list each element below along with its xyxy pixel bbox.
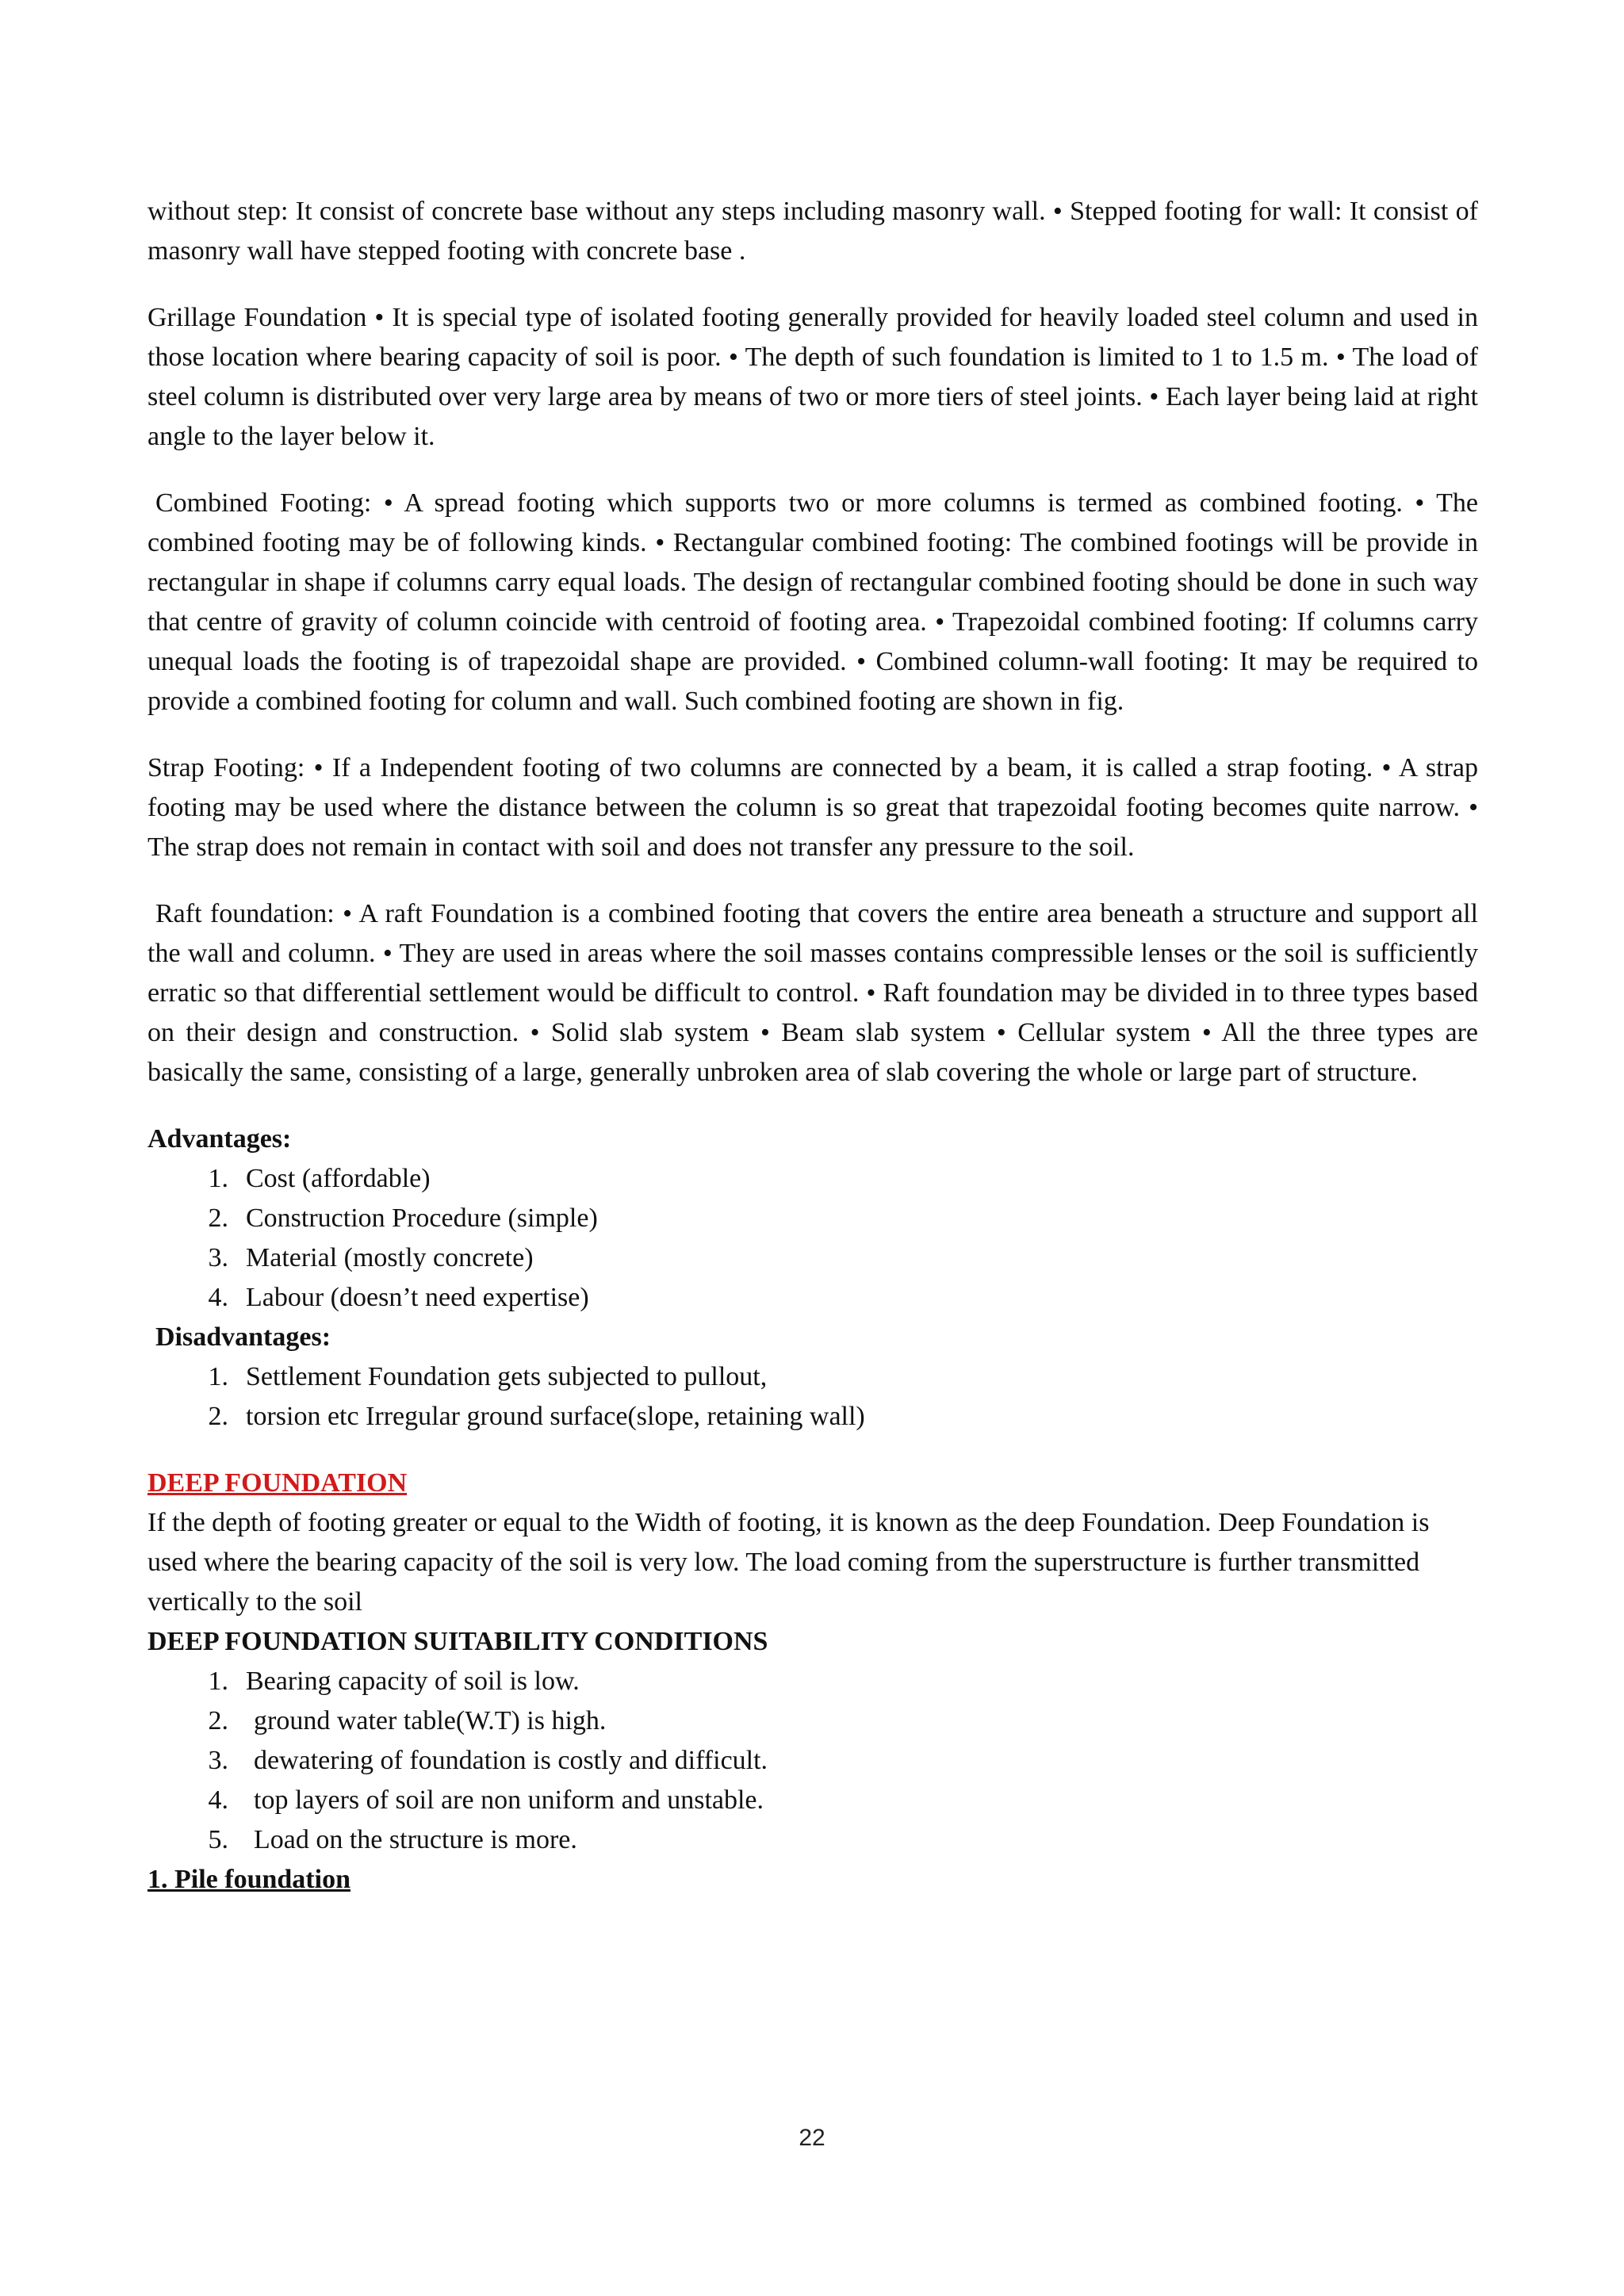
list-text: ground water table(W.T) is high. [254,1706,607,1735]
list-item [147,1238,1478,1278]
list-text: dewatering of foundation is costly and difficult. [254,1746,768,1775]
list-text: top layers of soil are non uniform and unstable. [254,1785,764,1815]
list-number: 3. [208,1746,228,1775]
list-number: 3. [208,1243,228,1272]
list-item [147,1397,1478,1437]
list-number: 1. [208,1667,228,1696]
list-number: 2. [208,1706,228,1735]
page-number: 22 [799,2125,825,2151]
deep-foundation-title: DEEP FOUNDATION [147,1468,408,1498]
advantages-heading: Advantages: [147,1124,292,1154]
list-text: Load on the structure is more. [254,1825,577,1854]
list-number: 1. [208,1362,228,1391]
list-text: Construction Procedure (simple) [246,1203,598,1233]
suitability-conditions-list [147,1662,1478,1860]
list-item [147,1781,1478,1820]
list-item [147,1741,1478,1781]
advantages-list [147,1159,1478,1318]
list-number: 5. [208,1825,228,1854]
list-number: 4. [208,1283,228,1312]
list-text: torsion etc Irregular ground surface(slope, retaining wall) [246,1402,865,1431]
list-item [147,1199,1478,1238]
list-text: Labour (doesn’t need expertise) [246,1283,589,1312]
paragraph-combined-footing: Combined Footing: • A spread footing which supports two or more columns is termed as combined footing. • The combined footing may be of following kinds. • Rectangular combined footing: The combined footings will be provide in rectangular in shape if columns carry equal loads. The design of rectangular combined footing should be done in such way that centre of gravity of column coincide with centroid of footing area. • Trapezoidal combined footing: If columns carry unequal loads the footing is of trapezoidal shape are provided. • Combined column-wall footing: It may be required to provide a combined footing for column and wall. Such combined footing are shown in fig. [147,488,1478,716]
list-text: Cost (affordable) [246,1164,431,1193]
pile-foundation-heading: 1. Pile foundation [147,1865,350,1894]
list-number: 2. [208,1203,228,1233]
list-text: Settlement Foundation gets subjected to pullout, [246,1362,768,1391]
paragraph-grillage-foundation: Grillage Foundation • It is special type of isolated footing generally provided for heavily loaded steel column and used in those location where bearing capacity of soil is poor. • The depth of such foundation is limited to 1 to 1.5 m. • The load of steel column is distributed over very large area by means of two or more tiers of steel joints. • Each layer being laid at right angle to the layer below it. [147,303,1478,451]
list-item [147,1159,1478,1199]
disadvantages-list [147,1357,1478,1437]
list-number: 2. [208,1402,228,1431]
list-text: Bearing capacity of soil is low. [246,1667,580,1696]
list-item [147,1820,1478,1860]
paragraph-raft-foundation: Raft foundation: • A raft Foundation is a combined footing that covers the entire area beneath a structure and support all the wall and column. • They are used in areas where the soil masses contains compressible lenses or the soil is sufficiently erratic so that differential settlement would be difficult to control. • Raft foundation may be divided in to three types based on their design and construction. • Solid slab system • Beam slab system • Cellular system • All the three types are basically the same, consisting of a large, generally unbroken area of slab covering the whole or large part of structure. [147,899,1478,1087]
paragraph-strap-footing: Strap Footing: • If a Independent footing of two columns are connected by a beam, it is called a strap footing. • A strap footing may be used where the distance between the column is so great that trapezoidal footing becomes quite narrow. • The strap does not remain in contact with soil and does not transfer any pressure to the soil. [147,753,1478,862]
disadvantages-heading: Disadvantages: [155,1322,331,1352]
list-text: Material (mostly concrete) [246,1243,534,1272]
list-number: 4. [208,1785,228,1815]
suitability-conditions-heading: DEEP FOUNDATION SUITABILITY CONDITIONS [147,1627,768,1656]
list-item [147,1662,1478,1701]
list-item [147,1278,1478,1318]
paragraph-wall-footing: without step: It consist of concrete base without any steps including masonry wall. • Stepped footing for wall: It consist of masonry wall have stepped footing with concrete base . [147,197,1478,266]
list-number: 1. [208,1164,228,1193]
page-content [147,192,1478,1900]
deep-foundation-body: If the depth of footing greater or equal to the Width of footing, it is known as the deep Foundation. Deep Foundation is used where the bearing capacity of the soil is very low. The load coming from the superstructure is further transmitted vertically to the soil [147,1508,1430,1617]
list-item [147,1701,1478,1741]
list-item [147,1357,1478,1397]
